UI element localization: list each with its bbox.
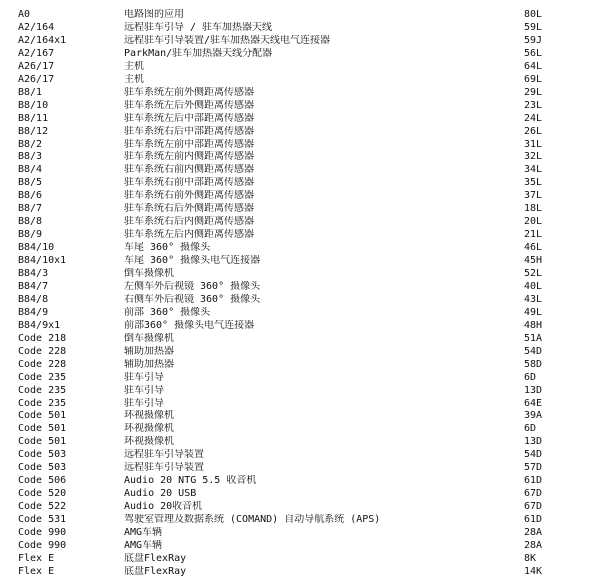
component-code: Code 531 [18,514,67,525]
component-code: Flex E [18,565,55,577]
component-description: AMG车辆 [124,539,163,551]
component-description: 辅助加热器 [124,345,174,357]
grid-reference: 67D [524,488,543,500]
grid-reference: 52L [524,268,543,279]
grid-reference: 29L [524,86,543,98]
index-row [0,385,603,397]
index-row [0,346,603,358]
component-code: Code 235 [18,371,67,383]
component-description: 左侧车外后视镜 360° 摄像头 [124,280,261,292]
component-code: Code 990 [18,539,67,551]
index-row [0,268,603,280]
component-code: B84/3 [18,268,49,279]
component-description: ParkMan/驻车加热器天线分配器 [124,47,273,59]
component-description: 驻车引导 [124,397,164,409]
index-row [0,229,603,241]
index-row [0,423,603,435]
grid-reference: 26L [524,125,543,137]
index-row [0,398,603,410]
grid-reference: 24L [524,112,543,124]
grid-reference: 6D [524,423,537,435]
index-row [0,566,603,578]
component-description: Audio 20 NTG 5.5 收音机 [124,475,257,487]
component-description: 驾驶室管理及数据系统 (COMAND) 自动导航系统 (APS) [124,514,381,525]
grid-reference: 46L [524,242,543,254]
component-description: 驻车系统左后内侧距离传感器 [124,229,254,241]
grid-reference: 64E [524,397,543,409]
index-row [0,540,603,552]
grid-reference: 6D [524,371,537,383]
grid-reference: 48H [524,319,543,331]
component-code: Code 235 [18,397,67,409]
grid-reference: 13D [524,436,543,448]
index-row [0,475,603,487]
component-code: B84/7 [18,280,49,292]
component-code: B8/10 [18,99,49,111]
component-description: 底盘FlexRay [124,565,187,577]
component-description: 驻车系统右后外侧距离传感器 [124,203,254,215]
component-code: B84/10 [18,242,55,254]
component-code: Code 228 [18,358,67,370]
grid-reference: 64L [524,60,543,72]
grid-reference: 31L [524,138,543,150]
index-row [0,488,603,500]
component-description: 远程驻车引导装置 [124,449,204,461]
grid-reference: 20L [524,216,543,228]
grid-reference: 14K [524,565,543,577]
index-row [0,74,603,86]
component-description: 环视摄像机 [124,423,174,435]
index-row [0,139,603,151]
grid-reference: 28A [524,539,543,551]
index-row [0,436,603,448]
component-code: B8/3 [18,151,43,163]
index-row [0,553,603,565]
grid-reference: 21L [524,229,543,241]
index-row [0,333,603,345]
component-description: 远程驻车引导装置 [124,462,204,474]
grid-reference: 40L [524,280,543,292]
component-code: B8/4 [18,164,43,176]
grid-reference: 54D [524,345,543,357]
component-code: B84/8 [18,293,49,305]
component-description: 主机 [124,60,144,72]
index-row [0,61,603,73]
grid-reference: 39A [524,410,543,422]
grid-reference: 69L [524,73,543,85]
grid-reference: 18L [524,203,543,215]
index-row [0,255,603,267]
grid-reference: 13D [524,384,543,396]
component-description: 电路图的应用 [124,9,184,20]
component-code: A2/167 [18,47,55,59]
component-description: 驻车系统左前内侧距离传感器 [124,151,254,163]
component-description: 驻车系统左后中部距离传感器 [124,112,254,124]
index-row [0,527,603,539]
index-row [0,151,603,163]
grid-reference: 59L [524,21,543,33]
index-row [0,294,603,306]
grid-reference: 28A [524,527,543,538]
component-description: 驻车系统右前外侧距离传感器 [124,190,254,202]
component-code: Code 522 [18,501,67,513]
component-description: 驻车系统左后外侧距离传感器 [124,99,254,111]
component-code: Code 503 [18,449,67,461]
component-description: 驻车系统右前内侧距离传感器 [124,164,254,176]
component-code: B8/6 [18,190,43,202]
component-code: Code 218 [18,332,67,344]
index-row [0,359,603,371]
index-row [0,410,603,422]
component-description: 辅助加热器 [124,358,174,370]
component-code: B8/12 [18,125,49,137]
component-code: B8/7 [18,203,43,215]
index-row [0,100,603,112]
grid-reference: 8K [524,552,537,564]
component-code: Code 501 [18,410,67,422]
grid-reference: 56L [524,47,543,59]
component-description: 驻车系统右后中部距离传感器 [124,125,254,137]
component-code: Code 228 [18,345,67,357]
component-description: 环视摄像机 [124,436,174,448]
index-row [0,514,603,526]
component-code: A0 [18,9,31,20]
index-row [0,9,603,21]
component-description: 远程驻车引导装置/驻车加热器天线电气连接器 [124,34,331,46]
grid-reference: 67D [524,501,543,513]
grid-reference: 57D [524,462,543,474]
grid-reference: 80L [524,9,543,20]
component-code: Code 501 [18,423,67,435]
index-row [0,501,603,513]
grid-reference: 59J [524,34,543,46]
component-description: 车尾 360° 摄像头 [124,242,211,254]
index-row [0,307,603,319]
index-row [0,164,603,176]
component-code: Code 506 [18,475,67,487]
index-row [0,113,603,125]
component-description: 驻车系统左前中部距离传感器 [124,138,254,150]
grid-reference: 51A [524,332,543,344]
index-row [0,372,603,384]
index-row [0,216,603,228]
grid-reference: 49L [524,306,543,318]
component-code: B84/9x1 [18,319,61,331]
grid-reference: 61D [524,475,543,487]
index-row [0,320,603,332]
component-description: 车尾 360° 摄像头电气连接器 [124,255,261,266]
index-row [0,87,603,99]
grid-reference: 32L [524,151,543,163]
component-code: B84/9 [18,306,49,318]
index-row [0,462,603,474]
component-description: 前部360° 摄像头电气连接器 [124,319,255,331]
index-row [0,177,603,189]
component-description: Audio 20收音机 [124,501,203,513]
component-description: 主机 [124,73,144,85]
component-description: 倒车摄像机 [124,332,174,344]
component-code: A2/164 [18,21,55,33]
index-row [0,126,603,138]
index-row [0,35,603,47]
grid-reference: 54D [524,449,543,461]
index-row [0,449,603,461]
component-code: B8/11 [18,112,49,124]
component-code: Flex E [18,552,55,564]
grid-reference: 58D [524,358,543,370]
component-description: 远程驻车引导 / 驻车加热器天线 [124,21,273,33]
component-code: B8/5 [18,177,43,189]
component-description: 右侧车外后视镜 360° 摄像头 [124,293,261,305]
index-row [0,190,603,202]
component-code: A2/164x1 [18,34,67,46]
component-code: Code 990 [18,527,67,538]
grid-reference: 61D [524,514,543,525]
component-code: A26/17 [18,60,55,72]
index-row [0,242,603,254]
component-code: Code 520 [18,488,67,500]
component-code: B8/9 [18,229,43,241]
component-description: AMG车辆 [124,527,163,538]
component-description: 环视摄像机 [124,410,174,422]
grid-reference: 45H [524,255,543,266]
component-description: 驻车系统右前中部距离传感器 [124,177,254,189]
index-row [0,48,603,60]
index-row [0,203,603,215]
index-row [0,22,603,34]
component-description: 底盘FlexRay [124,552,187,564]
component-description: 驻车引导 [124,371,164,383]
index-row [0,281,603,293]
component-code: B8/2 [18,138,43,150]
component-code: Code 235 [18,384,67,396]
grid-reference: 37L [524,190,543,202]
grid-reference: 34L [524,164,543,176]
component-code: B84/10x1 [18,255,67,266]
grid-reference: 23L [524,99,543,111]
component-description: 驻车引导 [124,384,164,396]
component-code: Code 501 [18,436,67,448]
component-description: 驻车系统右后内侧距离传感器 [124,216,254,228]
component-description: 前部 360° 摄像头 [124,306,211,318]
component-code: A26/17 [18,73,55,85]
component-description: Audio 20 USB [124,488,197,500]
component-code: B8/8 [18,216,43,228]
component-code: B8/1 [18,86,43,98]
component-description: 倒车摄像机 [124,268,174,279]
component-description: 驻车系统左前外侧距离传感器 [124,86,254,98]
grid-reference: 43L [524,293,543,305]
component-code: Code 503 [18,462,67,474]
grid-reference: 35L [524,177,543,189]
